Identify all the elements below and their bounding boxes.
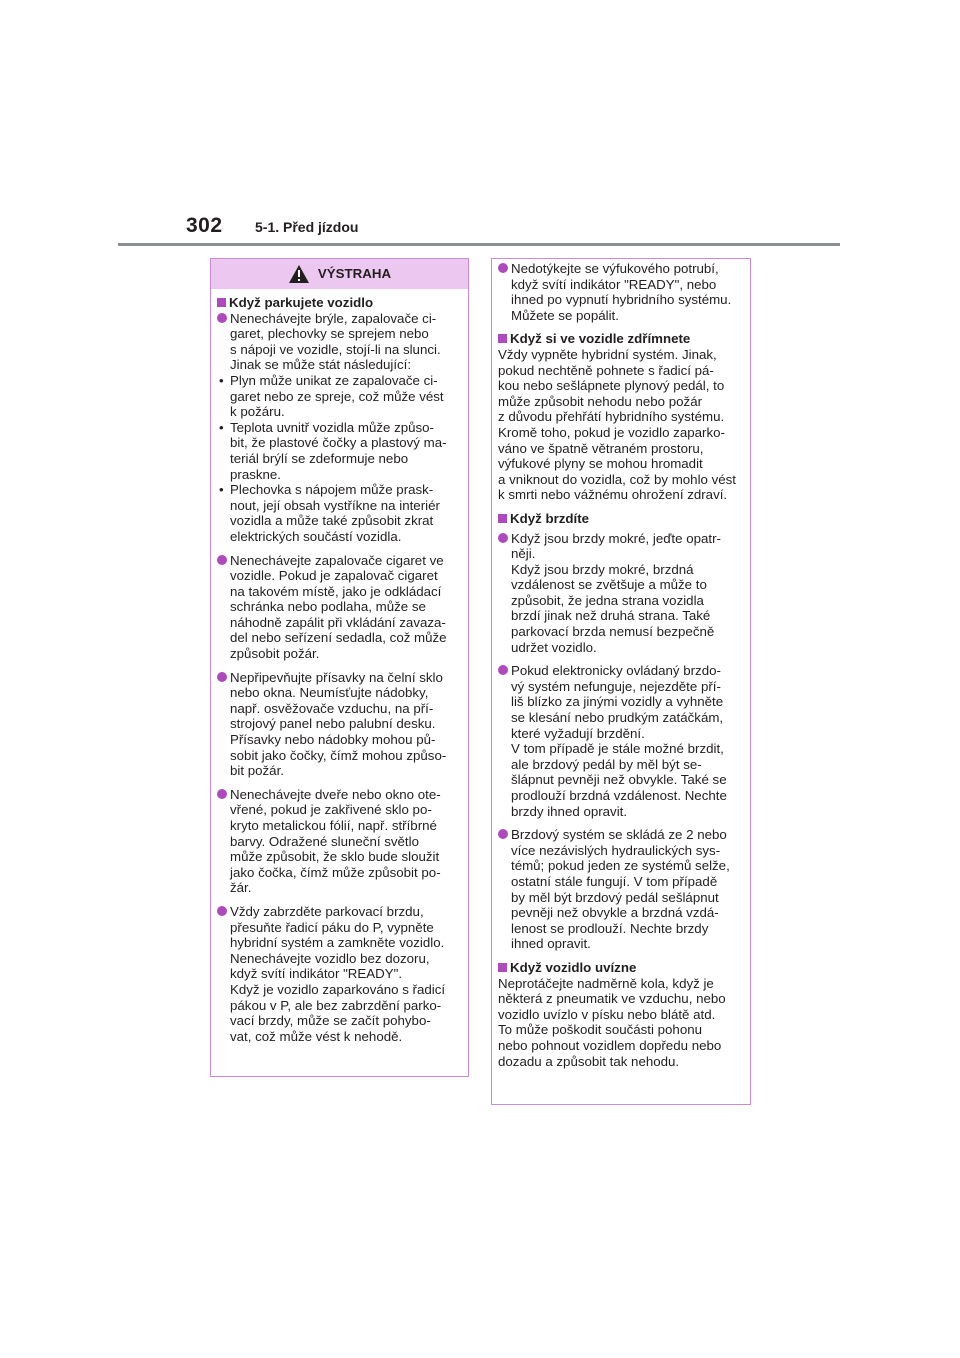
text-line: z důvodu přehřátí hybridního systému.	[498, 409, 725, 425]
text-line: Kromě toho, pokud je vozidlo zaparko-	[498, 424, 725, 440]
list-item	[217, 311, 462, 373]
circle-bullet-icon	[217, 555, 227, 565]
text-line: a vniknout do vozidla, což by mohlo vést	[498, 471, 736, 487]
text-line: výfukové plyny se mohou hromadit	[498, 456, 703, 472]
text-line: které vyžadují brzdění.	[511, 725, 645, 741]
text-line: garet nebo ze spreje, což může vést	[230, 388, 444, 404]
text-line: ale brzdový pedál by měl být se-	[511, 756, 702, 772]
text-line: strojový panel nebo palubní desku.	[230, 716, 436, 732]
sub-list-item	[217, 373, 462, 420]
text-line: způsobit, že jedna strana vozidla	[511, 592, 704, 608]
list-item	[498, 827, 745, 952]
text-line: vzdálenost se zvětšuje a může to	[511, 577, 707, 593]
text-line: pevněji než obvykle a brzdná vzdá-	[511, 905, 719, 921]
text-line: způsobit požár.	[230, 646, 320, 662]
section-heading-braking: Když brzdíte	[498, 511, 745, 527]
text-line: ihned opravit.	[511, 936, 591, 952]
circle-bullet-icon	[217, 672, 227, 682]
square-bullet-icon	[498, 334, 507, 343]
dot-bullet: •	[219, 482, 224, 498]
dot-bullet: •	[219, 372, 224, 388]
text-line: Vždy zabrzděte parkovací brzdu,	[230, 903, 424, 919]
circle-bullet-icon	[498, 533, 508, 543]
paragraph	[498, 976, 745, 1070]
text-line: může způsobit nehodu nebo požár	[498, 393, 703, 409]
text-line: hybridní systém a zamkněte vozidlo.	[230, 935, 445, 951]
text-line: když svítí indikátor "READY".	[230, 966, 403, 982]
section-title: 5-1. Před jízdou	[255, 219, 359, 235]
text-line: by měl být brzdový pedál sešlápnut	[511, 889, 719, 905]
text-line: barvy. Odražené sluneční světlo	[230, 833, 419, 849]
text-line: vozidla a může také způsobit zkrat	[230, 513, 434, 529]
text-line: Plyn může unikat ze zapalovače ci-	[230, 372, 438, 388]
text-line: dozadu a způsobit tak nehodu.	[498, 1053, 680, 1069]
text-line: témů; pokud jeden ze systémů selže,	[511, 858, 730, 874]
text-line: praskne.	[230, 466, 281, 482]
square-bullet-icon	[498, 514, 507, 523]
text-line: Nenechávejte brýle, zapalovače ci-	[230, 310, 437, 326]
page-number: 302	[186, 214, 223, 237]
text-line: Nepřipevňujte přísavky na čelní sklo	[230, 669, 443, 685]
text-line: některá z pneumatik ve vzduchu, nebo	[498, 991, 726, 1007]
warning-continuation-box	[491, 258, 751, 1105]
text-line: Nenechávejte zapalovače cigaret ve	[230, 552, 444, 568]
list-item	[217, 904, 462, 1044]
text-line: sobit jako čočky, čímž mohou způso-	[230, 747, 447, 763]
text-line: může způsobit, že sklo bude sloužit	[230, 849, 440, 865]
text-line: vat, což může vést k nehodě.	[230, 1028, 403, 1044]
text-line: pákou v P, ale bez zabrzdění parko-	[230, 997, 442, 1013]
text-line: Když jsou brzdy mokré, jeďte opatr-	[511, 530, 721, 546]
text-line: garet, plechovky se sprejem nebo	[230, 326, 429, 342]
circle-bullet-icon	[498, 263, 508, 273]
text-line: např. osvěžovače vzduchu, na pří-	[230, 700, 434, 716]
text-line: schránka nebo podlaha, může se	[230, 599, 426, 615]
text-line: jako čočka, čímž může způsobit po-	[230, 864, 441, 880]
list-item	[498, 531, 745, 656]
text-line: Teplota uvnitř vozidla může způso-	[230, 419, 434, 435]
text-line: brzdí jinak než druhá strana. Také	[511, 608, 711, 624]
text-line: bit, že plastové čočky a plastový ma-	[230, 435, 447, 451]
text-line: vozidle. Pokud je zapalovač cigaret	[230, 568, 438, 584]
text-line: Když je vozidlo zaparkováno s řadicí	[230, 981, 446, 997]
sub-list-item	[217, 482, 462, 544]
text-line: Nedotýkejte se výfukového potrubí,	[511, 261, 719, 276]
text-line: s nápoji ve vozidle, stojí-li na slunci.	[230, 341, 441, 357]
text-line: teriál brýlí se zdeformuje nebo	[230, 450, 409, 466]
text-line: pokud nechtěně pohnete s řadicí pá-	[498, 362, 714, 378]
text-line: kou nebo sešlápnete plynový pedál, to	[498, 378, 725, 394]
text-line: Můžete se popálit.	[511, 307, 619, 323]
text-line: k smrti nebo vážnému ohrožení zdraví.	[498, 487, 728, 503]
circle-bullet-icon	[498, 665, 508, 675]
list-item	[217, 670, 462, 779]
text-line: když svítí indikátor "READY", nebo	[511, 276, 717, 292]
list-item	[498, 261, 745, 323]
text-line: něji.	[511, 546, 536, 562]
section-heading-parking: Když parkujete vozidlo	[217, 295, 462, 311]
text-line: vací brzdy, může se začít pohybo-	[230, 1013, 431, 1029]
text-line: k požáru.	[230, 404, 285, 420]
text-line: Když jsou brzdy mokré, brzdná	[511, 561, 694, 577]
text-line: žár.	[230, 880, 252, 896]
warning-title: VÝSTRAHA	[317, 266, 392, 282]
text-line: vřené, pokud je zakřivené sklo po-	[230, 802, 432, 818]
text-line: Neprotáčejte nadměrně kola, když je	[498, 975, 714, 991]
text-line: vý systém nefunguje, nejezděte pří-	[511, 678, 721, 694]
circle-bullet-icon	[498, 829, 508, 839]
square-bullet-icon	[498, 963, 507, 972]
header-divider	[118, 243, 840, 246]
text-line: Pokud elektronicky ovládaný brzdo-	[511, 663, 721, 679]
text-line: Nenechávejte dveře nebo okno ote-	[230, 786, 441, 802]
text-line: šlápnut pevněji než obvykle. Také se	[511, 772, 727, 788]
text-line: del nebo seřízení sedadla, což může	[230, 630, 447, 646]
list-item	[217, 787, 462, 896]
text-line: kryto metalickou fólií, např. stříbrné	[230, 818, 437, 833]
text-line: nebo pohnout vozidlem dopředu nebo	[498, 1037, 722, 1053]
text-line: přesuňte řadicí páku do P, vypněte	[230, 919, 434, 935]
text-line: ihned po vypnutí hybridního systému.	[511, 292, 732, 308]
text-line: nout, její obsah vystříkne na interiér	[230, 497, 440, 513]
text-line: váno ve špatně větraném prostoru,	[498, 440, 704, 456]
text-line: se klesání nebo prudkým zatáčkám,	[511, 710, 724, 726]
square-bullet-icon	[217, 298, 226, 307]
text-line: liš blízko za jinými vozidly a vyhněte	[511, 694, 724, 710]
section-heading-stuck: Když vozidlo uvízne	[498, 960, 745, 976]
text-line: na takovém místě, jako je odkládací	[230, 583, 442, 599]
text-line: prodlouží brzdná vzdálenost. Nechte	[511, 788, 727, 803]
text-line: To může poškodit součásti pohonu	[498, 1022, 703, 1038]
list-item	[498, 663, 745, 819]
warning-triangle-icon	[288, 264, 310, 284]
text-line: Přísavky nebo nádobky mohou pů-	[230, 732, 436, 748]
text-line: Nenechávejte vozidlo bez dozoru,	[230, 950, 430, 966]
paragraph	[498, 347, 745, 503]
text-line: nebo okna. Neumísťujte nádobky,	[230, 685, 429, 701]
circle-bullet-icon	[217, 789, 227, 799]
text-line: Plechovka s nápojem může prask-	[230, 482, 434, 498]
text-line: Vždy vypněte hybridní systém. Jinak,	[498, 346, 717, 362]
sub-list-item	[217, 420, 462, 482]
dot-bullet: •	[219, 419, 224, 435]
text-line: Jinak se může stát následující:	[230, 357, 412, 373]
text-line: lenost se prodlouží. Nechte brzdy	[511, 920, 709, 936]
text-line: udržet vozidlo.	[511, 639, 597, 655]
text-line: ostatní stále fungují. V tom případě	[511, 873, 718, 889]
circle-bullet-icon	[217, 313, 227, 323]
text-line: V tom případě je stále možné brzdit,	[511, 741, 724, 757]
text-line: parkovací brzda nemusí bezpečně	[511, 624, 715, 640]
warning-header	[211, 259, 468, 289]
list-item	[217, 553, 462, 662]
text-line: vozidlo uvízlo v písku nebo blátě atd.	[498, 1006, 716, 1022]
text-line: náhodně zapálit při vkládání zavaza-	[230, 614, 446, 630]
text-line: brzdy ihned opravit.	[511, 803, 628, 819]
text-line: elektrických součástí vozidla.	[230, 528, 402, 544]
text-line: Brzdový systém se skládá ze 2 nebo	[511, 827, 727, 843]
circle-bullet-icon	[217, 906, 227, 916]
section-heading-sleep: Když si ve vozidle zdřímnete	[498, 331, 745, 347]
warning-box	[210, 258, 469, 1077]
text-line: bit požár.	[230, 763, 284, 779]
text-line: více nezávislých hydraulických sys-	[511, 842, 721, 858]
